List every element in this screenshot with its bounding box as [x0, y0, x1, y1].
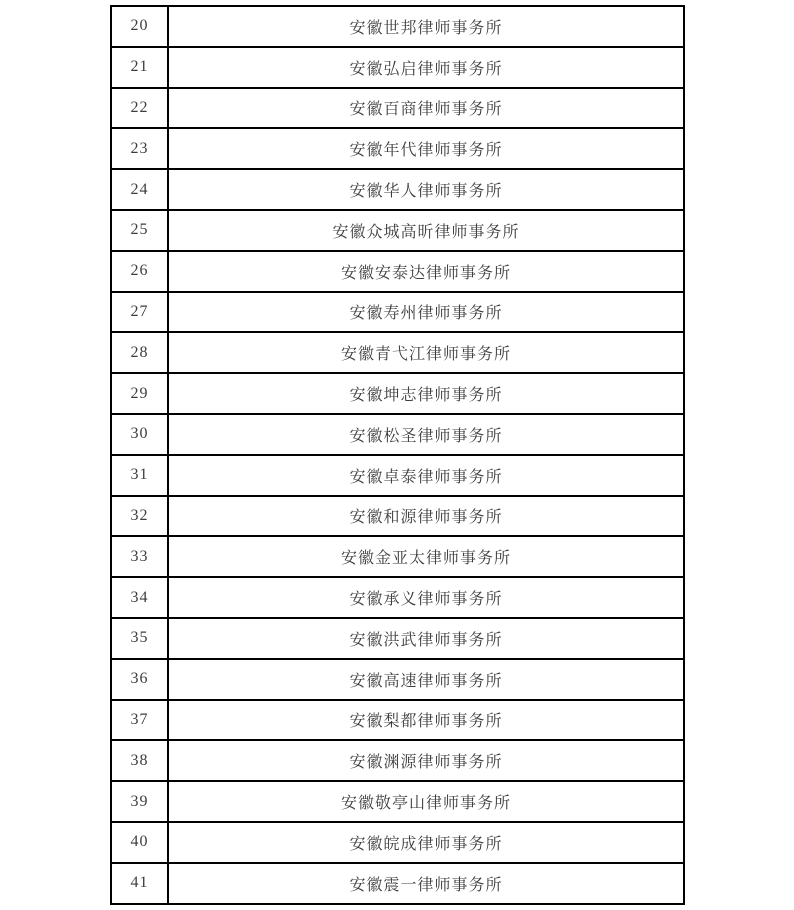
firm-name-cell: 安徽梨都律师事务所 — [168, 700, 684, 741]
firm-name-cell: 安徽高速律师事务所 — [168, 659, 684, 700]
firm-name-cell: 安徽弘启律师事务所 — [168, 47, 684, 88]
row-number-cell: 29 — [111, 373, 168, 414]
firm-name-cell: 安徽金亚太律师事务所 — [168, 536, 684, 577]
row-number-cell: 26 — [111, 251, 168, 292]
firm-name-cell: 安徽世邦律师事务所 — [168, 6, 684, 47]
row-number-cell: 30 — [111, 414, 168, 455]
firm-name-cell: 安徽寿州律师事务所 — [168, 292, 684, 333]
row-number-cell: 37 — [111, 700, 168, 741]
row-number-cell: 25 — [111, 210, 168, 251]
firm-name-cell: 安徽松圣律师事务所 — [168, 414, 684, 455]
firm-name-cell: 安徽皖成律师事务所 — [168, 822, 684, 863]
row-number-cell: 28 — [111, 332, 168, 373]
row-number-cell: 34 — [111, 577, 168, 618]
table-row — [111, 373, 684, 414]
table-row — [111, 210, 684, 251]
table-row — [111, 863, 684, 904]
row-number-cell: 22 — [111, 88, 168, 129]
law-firm-table-body — [111, 6, 684, 904]
table-row — [111, 292, 684, 333]
firm-name-cell: 安徽安泰达律师事务所 — [168, 251, 684, 292]
row-number-cell: 36 — [111, 659, 168, 700]
firm-name-cell: 安徽洪武律师事务所 — [168, 618, 684, 659]
table-row — [111, 88, 684, 129]
table-row — [111, 577, 684, 618]
firm-name-cell: 安徽和源律师事务所 — [168, 496, 684, 537]
row-number-cell: 23 — [111, 128, 168, 169]
table-row — [111, 536, 684, 577]
firm-name-cell: 安徽青弋江律师事务所 — [168, 332, 684, 373]
row-number-cell: 24 — [111, 169, 168, 210]
firm-name-cell: 安徽震一律师事务所 — [168, 863, 684, 904]
table-row — [111, 169, 684, 210]
row-number-cell: 32 — [111, 496, 168, 537]
row-number-cell: 40 — [111, 822, 168, 863]
firm-name-cell: 安徽华人律师事务所 — [168, 169, 684, 210]
table-row — [111, 700, 684, 741]
table-row — [111, 332, 684, 373]
table-row — [111, 740, 684, 781]
table-row — [111, 6, 684, 47]
firm-name-cell: 安徽敬亭山律师事务所 — [168, 781, 684, 822]
row-number-cell: 35 — [111, 618, 168, 659]
row-number-cell: 33 — [111, 536, 168, 577]
table-row — [111, 618, 684, 659]
firm-name-cell: 安徽百商律师事务所 — [168, 88, 684, 129]
firm-name-cell: 安徽承义律师事务所 — [168, 577, 684, 618]
row-number-cell: 20 — [111, 6, 168, 47]
table-row — [111, 781, 684, 822]
table-row — [111, 496, 684, 537]
row-number-cell: 21 — [111, 47, 168, 88]
row-number-cell: 31 — [111, 455, 168, 496]
table-row — [111, 455, 684, 496]
firm-name-cell: 安徽渊源律师事务所 — [168, 740, 684, 781]
row-number-cell: 41 — [111, 863, 168, 904]
table-row — [111, 251, 684, 292]
table-row — [111, 47, 684, 88]
firm-name-cell: 安徽年代律师事务所 — [168, 128, 684, 169]
table-row — [111, 822, 684, 863]
firm-name-cell: 安徽卓泰律师事务所 — [168, 455, 684, 496]
firm-name-cell: 安徽众城高昕律师事务所 — [168, 210, 684, 251]
table-row — [111, 128, 684, 169]
table-row — [111, 659, 684, 700]
firm-name-cell: 安徽坤志律师事务所 — [168, 373, 684, 414]
row-number-cell: 39 — [111, 781, 168, 822]
law-firm-table — [110, 5, 685, 905]
row-number-cell: 27 — [111, 292, 168, 333]
table-row — [111, 414, 684, 455]
row-number-cell: 38 — [111, 740, 168, 781]
